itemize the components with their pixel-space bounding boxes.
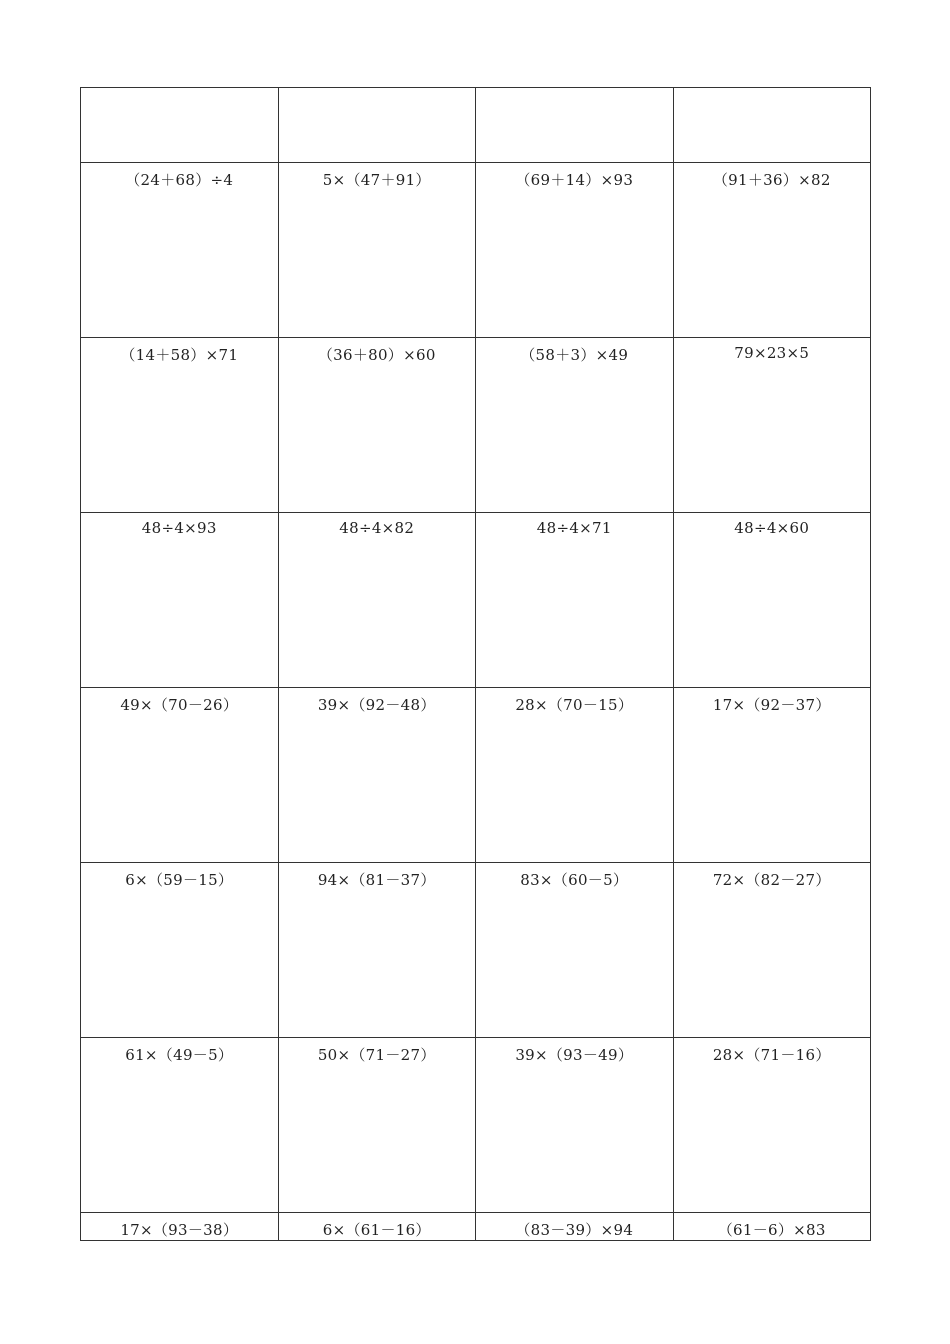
problem-cell	[476, 1213, 674, 1241]
problem-cell	[476, 163, 674, 338]
problem-expression: （69＋14）×93	[515, 171, 634, 189]
problem-cell	[673, 513, 871, 688]
problem-expression: 17×（92－37）	[712, 696, 831, 714]
problem-expression: 48÷4×82	[339, 519, 415, 537]
problem-expression: 28×（71－16）	[712, 1046, 831, 1064]
problem-cell	[278, 1038, 476, 1213]
problem-cell	[278, 338, 476, 513]
problem-expression: （61－6）×83	[717, 1221, 826, 1239]
problem-cell	[476, 863, 674, 1038]
problem-expression: 49×（70－26）	[120, 696, 239, 714]
problem-cell	[81, 863, 279, 1038]
problem-cell	[476, 688, 674, 863]
worksheet-row	[81, 338, 871, 513]
problem-expression: 94×（81－37）	[317, 871, 436, 889]
problem-cell	[81, 1038, 279, 1213]
problem-cell	[673, 338, 871, 513]
worksheet-row	[81, 863, 871, 1038]
worksheet-row	[81, 88, 871, 163]
problem-expression: 79×23×5	[734, 344, 810, 362]
problem-expression: 28×（70－15）	[515, 696, 634, 714]
problem-cell	[673, 1038, 871, 1213]
problem-cell	[81, 1213, 279, 1241]
problem-expression: 39×（92－48）	[317, 696, 436, 714]
problem-cell	[278, 163, 476, 338]
problem-cell	[476, 1038, 674, 1213]
problem-cell	[278, 88, 476, 163]
problem-expression: 5×（47＋91）	[322, 171, 431, 189]
problem-expression: 50×（71－27）	[317, 1046, 436, 1064]
problem-cell	[476, 513, 674, 688]
problem-expression: 17×（93－38）	[120, 1221, 239, 1239]
problem-expression	[476, 88, 673, 94]
problem-cell	[673, 88, 871, 163]
worksheet-row	[81, 163, 871, 338]
worksheet-row	[81, 1213, 871, 1241]
problem-expression: 83×（60－5）	[520, 871, 629, 889]
problem-expression: （58＋3）×49	[520, 346, 629, 364]
problem-expression: 39×（93－49）	[515, 1046, 634, 1064]
problem-expression: （36＋80）×60	[317, 346, 436, 364]
worksheet-row	[81, 688, 871, 863]
problem-cell	[81, 163, 279, 338]
worksheet-row	[81, 513, 871, 688]
problem-cell	[81, 513, 279, 688]
worksheet-row	[81, 1038, 871, 1213]
problem-cell	[278, 688, 476, 863]
problem-cell	[81, 338, 279, 513]
problem-expression	[674, 88, 871, 94]
problem-cell	[476, 338, 674, 513]
problem-expression: 72×（82－27）	[712, 871, 831, 889]
problem-expression	[81, 88, 278, 94]
problem-expression: （14＋58）×71	[120, 346, 239, 364]
problem-expression: 48÷4×60	[734, 519, 810, 537]
problem-expression: （91＋36）×82	[712, 171, 831, 189]
problem-cell	[278, 513, 476, 688]
problem-expression: 6×（61－16）	[322, 1221, 431, 1239]
problem-expression: 48÷4×93	[141, 519, 217, 537]
problem-expression: （24＋68）÷4	[125, 171, 234, 189]
problem-cell	[278, 1213, 476, 1241]
problem-cell	[673, 163, 871, 338]
problem-cell	[81, 88, 279, 163]
problem-cell	[278, 863, 476, 1038]
problem-expression: （83－39）×94	[515, 1221, 634, 1239]
problem-expression: 61×（49－5）	[125, 1046, 234, 1064]
problem-cell	[476, 88, 674, 163]
problem-cell	[81, 688, 279, 863]
worksheet-table	[80, 87, 871, 1241]
problem-cell	[673, 688, 871, 863]
problem-expression: 6×（59－15）	[125, 871, 234, 889]
problem-cell	[673, 863, 871, 1038]
problem-cell	[673, 1213, 871, 1241]
problem-expression	[279, 88, 476, 94]
worksheet-body	[81, 88, 871, 1241]
problem-expression: 48÷4×71	[536, 519, 612, 537]
